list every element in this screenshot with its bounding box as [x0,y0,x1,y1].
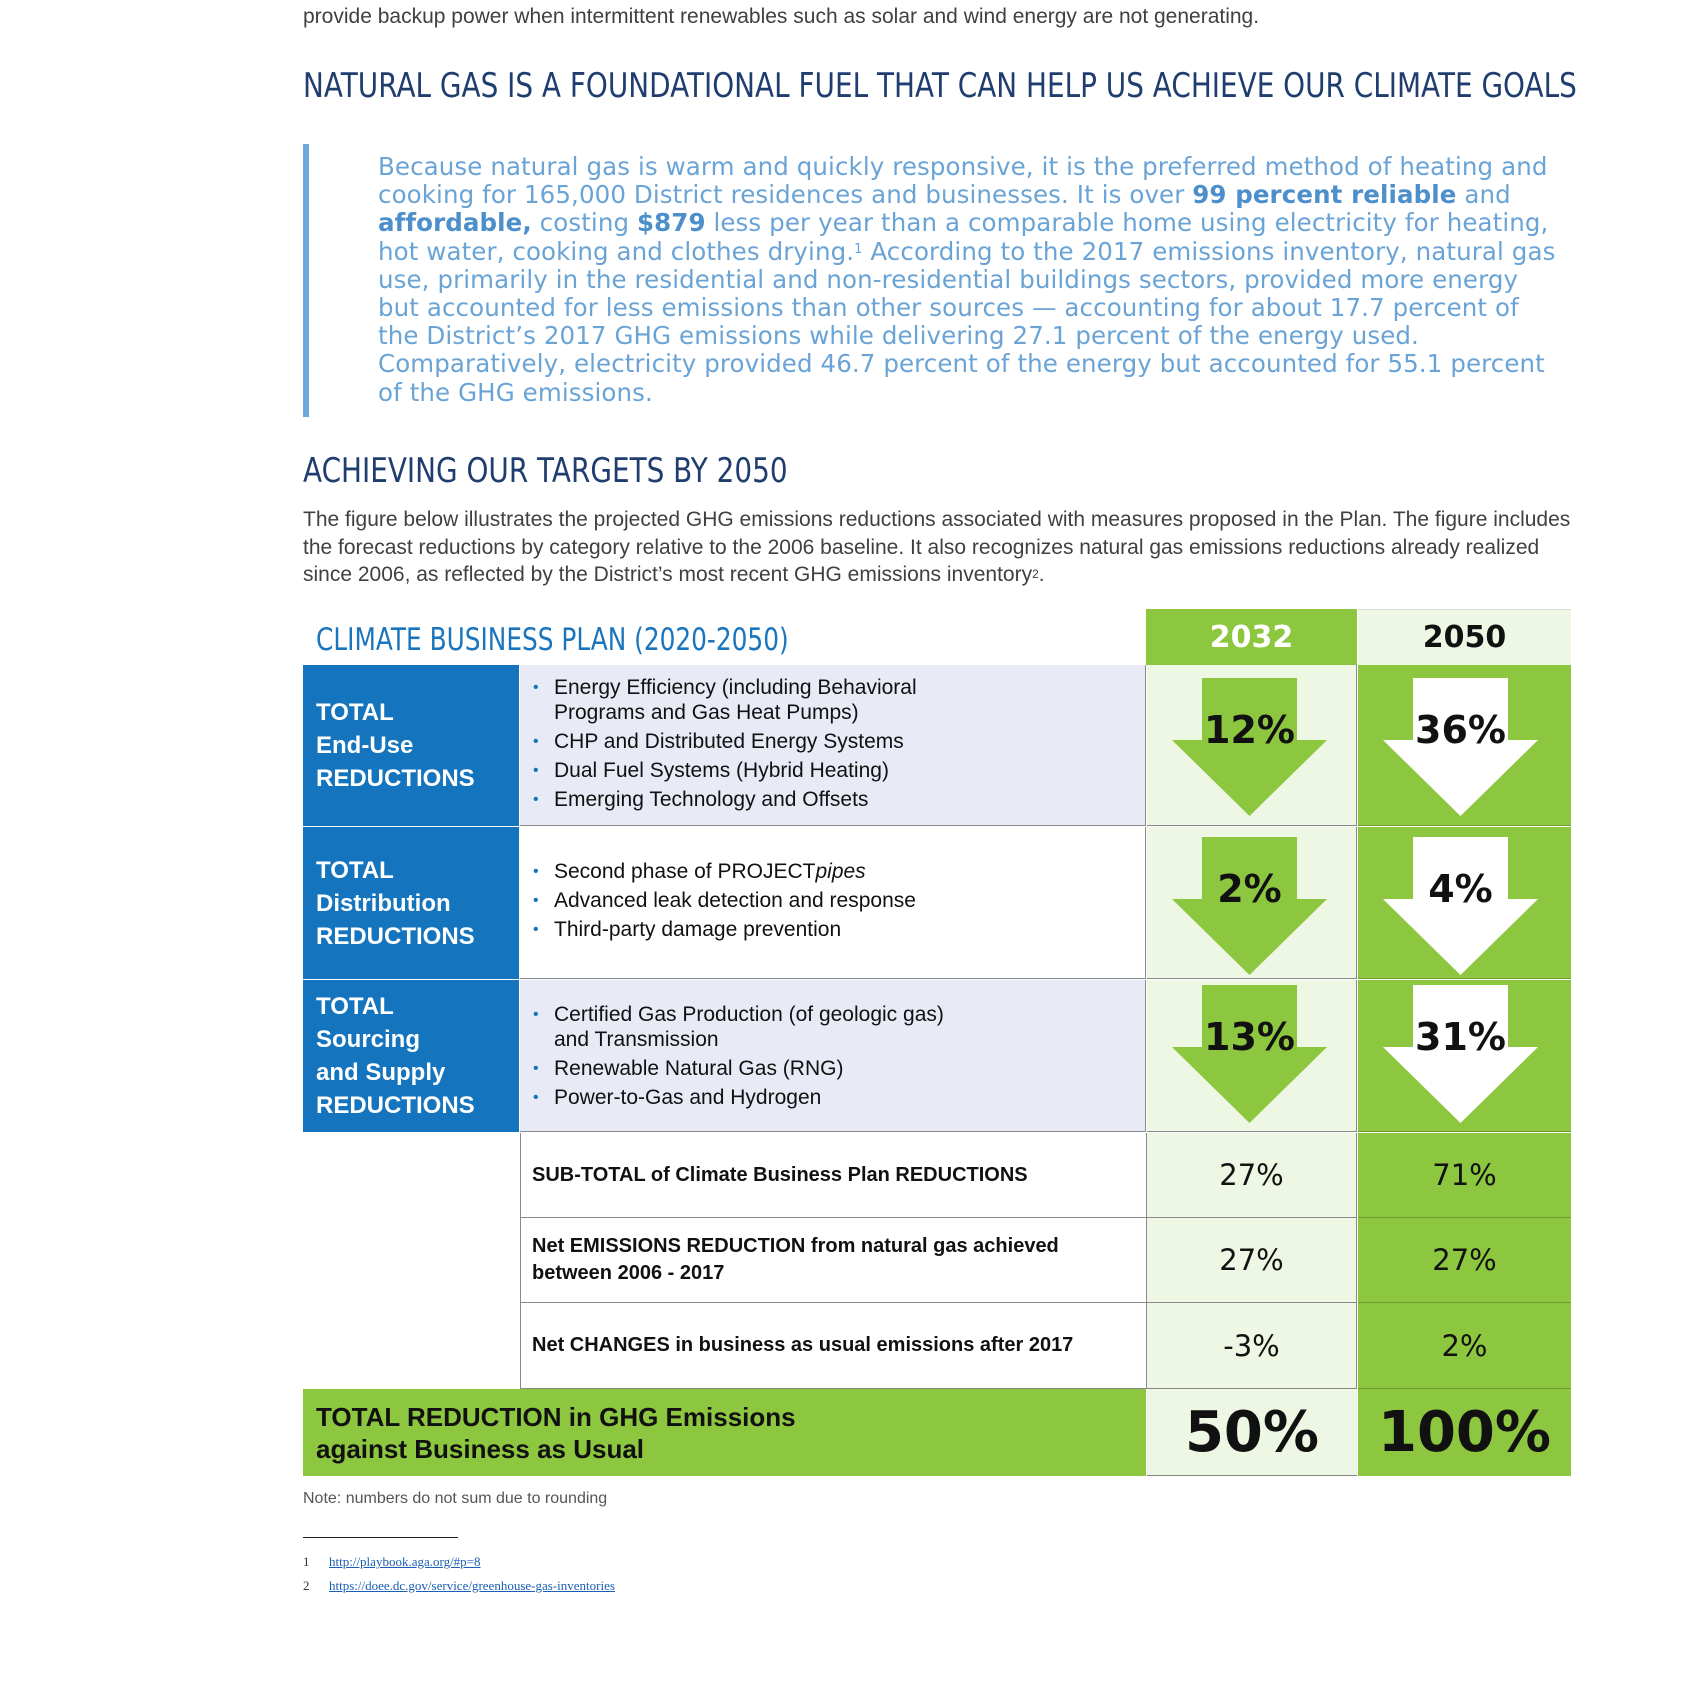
quote-bold-affordable: affordable, [378,208,532,238]
footnote-number: 1 [303,1554,310,1569]
table-note: Note: numbers do not sum due to rounding [303,1490,608,1507]
bullet-list-distribution [520,827,1146,979]
category-end-use [303,665,519,826]
list-item: • Power-to-Gas and Hydrogen [530,1085,1145,1110]
reduction-value: 31% [1415,1015,1506,1059]
total-label-line: against Business as Usual [316,1433,645,1464]
category-label-line: TOTAL [316,856,394,884]
reduction-value: 13% [1204,1015,1295,1059]
quote-text: and [1456,180,1511,210]
summary-value-2050: 2% [1358,1303,1571,1389]
list-item [530,859,1145,884]
category-label-line: TOTAL [316,699,394,726]
quote-bold-cost: $879 [637,208,706,238]
down-arrow-icon [1383,837,1538,975]
category-distribution [303,827,519,979]
column-header-2050: 2050 [1358,609,1571,665]
figure-intro-end: . [1038,563,1045,586]
quote-text: costing [531,208,637,238]
list-item-text: Second phase of PROJECT [554,860,816,883]
list-item-italic: pipes [815,860,866,883]
total-value-2050: 100% [1358,1389,1571,1476]
list-item: • Third-party damage prevention [530,917,1145,942]
down-arrow-icon [1383,678,1538,816]
summary-value-2050: 27% [1358,1218,1571,1303]
list-item: • Emerging Technology and Offsets [530,787,1145,812]
footnote-ref: 2 [1032,567,1039,581]
bullet-list-end-use [520,665,1146,826]
quote-bold-reliable: 99 percent reliable [1192,180,1457,210]
category-label-line: Distribution [316,889,451,917]
total-reduction-label [303,1389,1146,1476]
category-label-line: REDUCTIONS [316,765,475,792]
list-item: • Dual Fuel Systems (Hybrid Heating) [530,758,1145,783]
column-header-2032: 2032 [1146,609,1357,665]
cell-sourcing-2050 [1358,980,1571,1132]
reduction-value: 36% [1415,708,1506,752]
category-label-line: and Supply [316,1059,446,1086]
summary-label-subtotal: SUB-TOTAL of Climate Business Plan REDUCTIONS [520,1133,1147,1218]
quote-text: less per year than a comparable home using electricity for heating, hot water, cooking and clothes drying. [378,208,1549,266]
reduction-value: 2% [1217,867,1282,911]
summary-label-net-emissions [520,1218,1147,1303]
footnote-number: 2 [303,1578,310,1593]
figure-intro-text: The figure below illustrates the projected GHG emissions reductions associated with measures proposed in the Plan. The figure includes the forecast reductions by category relative to the 2006 baseline. It also recognizes natural gas emissions reductions already realized since 2006, as reflected by the District’s most recent GHG emissions inventory [303,508,1571,586]
summary-value-2032: -3% [1147,1303,1357,1389]
footnote-link[interactable]: http://playbook.aga.org/#p=8 [329,1554,481,1569]
category-label-line: End-Use [316,732,414,759]
bullet-list-sourcing [520,980,1146,1132]
section-heading-targets: ACHIEVING OUR TARGETS BY 2050 [303,451,788,491]
footnote-ref: 1 [854,241,863,257]
list-item: • Advanced leak detection and response [530,888,1145,913]
table-title: CLIMATE BUSINESS PLAN (2020-2050) [316,622,789,658]
total-value-2032: 50% [1147,1389,1357,1476]
footnote-divider [303,1537,458,1538]
down-arrow-icon [1172,678,1327,816]
category-label-line: REDUCTIONS [316,922,475,950]
list-item: • Renewable Natural Gas (RNG) [530,1056,1145,1081]
list-item: • Certified Gas Production (of geologic gas) and Transmission [530,1002,974,1052]
category-label-line: REDUCTIONS [316,1092,475,1119]
summary-label-text: Net EMISSIONS REDUCTION from natural gas achieved between 2006 - 2017 [532,1235,1059,1284]
summary-label-net-changes: Net CHANGES in business as usual emissions after 2017 [520,1303,1147,1389]
down-arrow-icon [1383,985,1538,1123]
quote-text: Because natural gas is warm and quickly responsive, it is the preferred method of heating and cooking for 165,000 District residences and businesses. It is over [378,152,1548,210]
section-heading-natural-gas: NATURAL GAS IS A FOUNDATIONAL FUEL THAT CAN HELP US ACHIEVE OUR CLIMATE GOALS [303,66,1577,106]
quote-text: According to the 2017 emissions inventory, natural gas use, primarily in the residential and non-residential buildings sectors, provided more energy but accounted for less emissions than other sources — accounting for about 17.7 percent of the District’s 2017 GHG emissions while delivering 27.1 percent of the energy used. Comparatively, electricity provided 46.7 percent of the energy but accounted for 55.1 percent of the GHG emissions. [378,236,1556,407]
figure-intro-paragraph [303,506,1593,589]
summary-value-2032: 27% [1147,1218,1357,1303]
pull-quote [378,153,1558,407]
reduction-value: 12% [1204,708,1295,752]
category-sourcing-supply [303,980,519,1132]
footnote-link[interactable]: https://doee.dc.gov/service/greenhouse-gas-inventories [329,1578,615,1593]
cell-end-use-2050 [1358,665,1571,826]
quote-bar [303,144,309,417]
cell-distribution-2032 [1147,827,1357,979]
cell-distribution-2050 [1358,827,1571,979]
total-label-line: TOTAL REDUCTION in GHG Emissions [316,1401,796,1432]
footnote-1 [303,1554,481,1570]
summary-value-2050: 71% [1358,1133,1571,1218]
cell-end-use-2032 [1147,665,1357,826]
list-item: • Energy Efficiency (including Behavioral Programs and Gas Heat Pumps) [530,675,954,725]
down-arrow-icon [1172,837,1327,975]
summary-value-2032: 27% [1147,1133,1357,1218]
category-label-line: Sourcing [316,1026,421,1053]
list-item: • CHP and Distributed Energy Systems [530,729,1145,754]
down-arrow-icon [1172,985,1327,1123]
category-label-line: TOTAL [316,993,394,1020]
reduction-value: 4% [1428,867,1493,911]
cell-sourcing-2032 [1147,980,1357,1132]
footnote-2 [303,1578,615,1594]
intro-line: provide backup power when intermittent renewables such as solar and wind energy are not generating. [303,5,1260,28]
